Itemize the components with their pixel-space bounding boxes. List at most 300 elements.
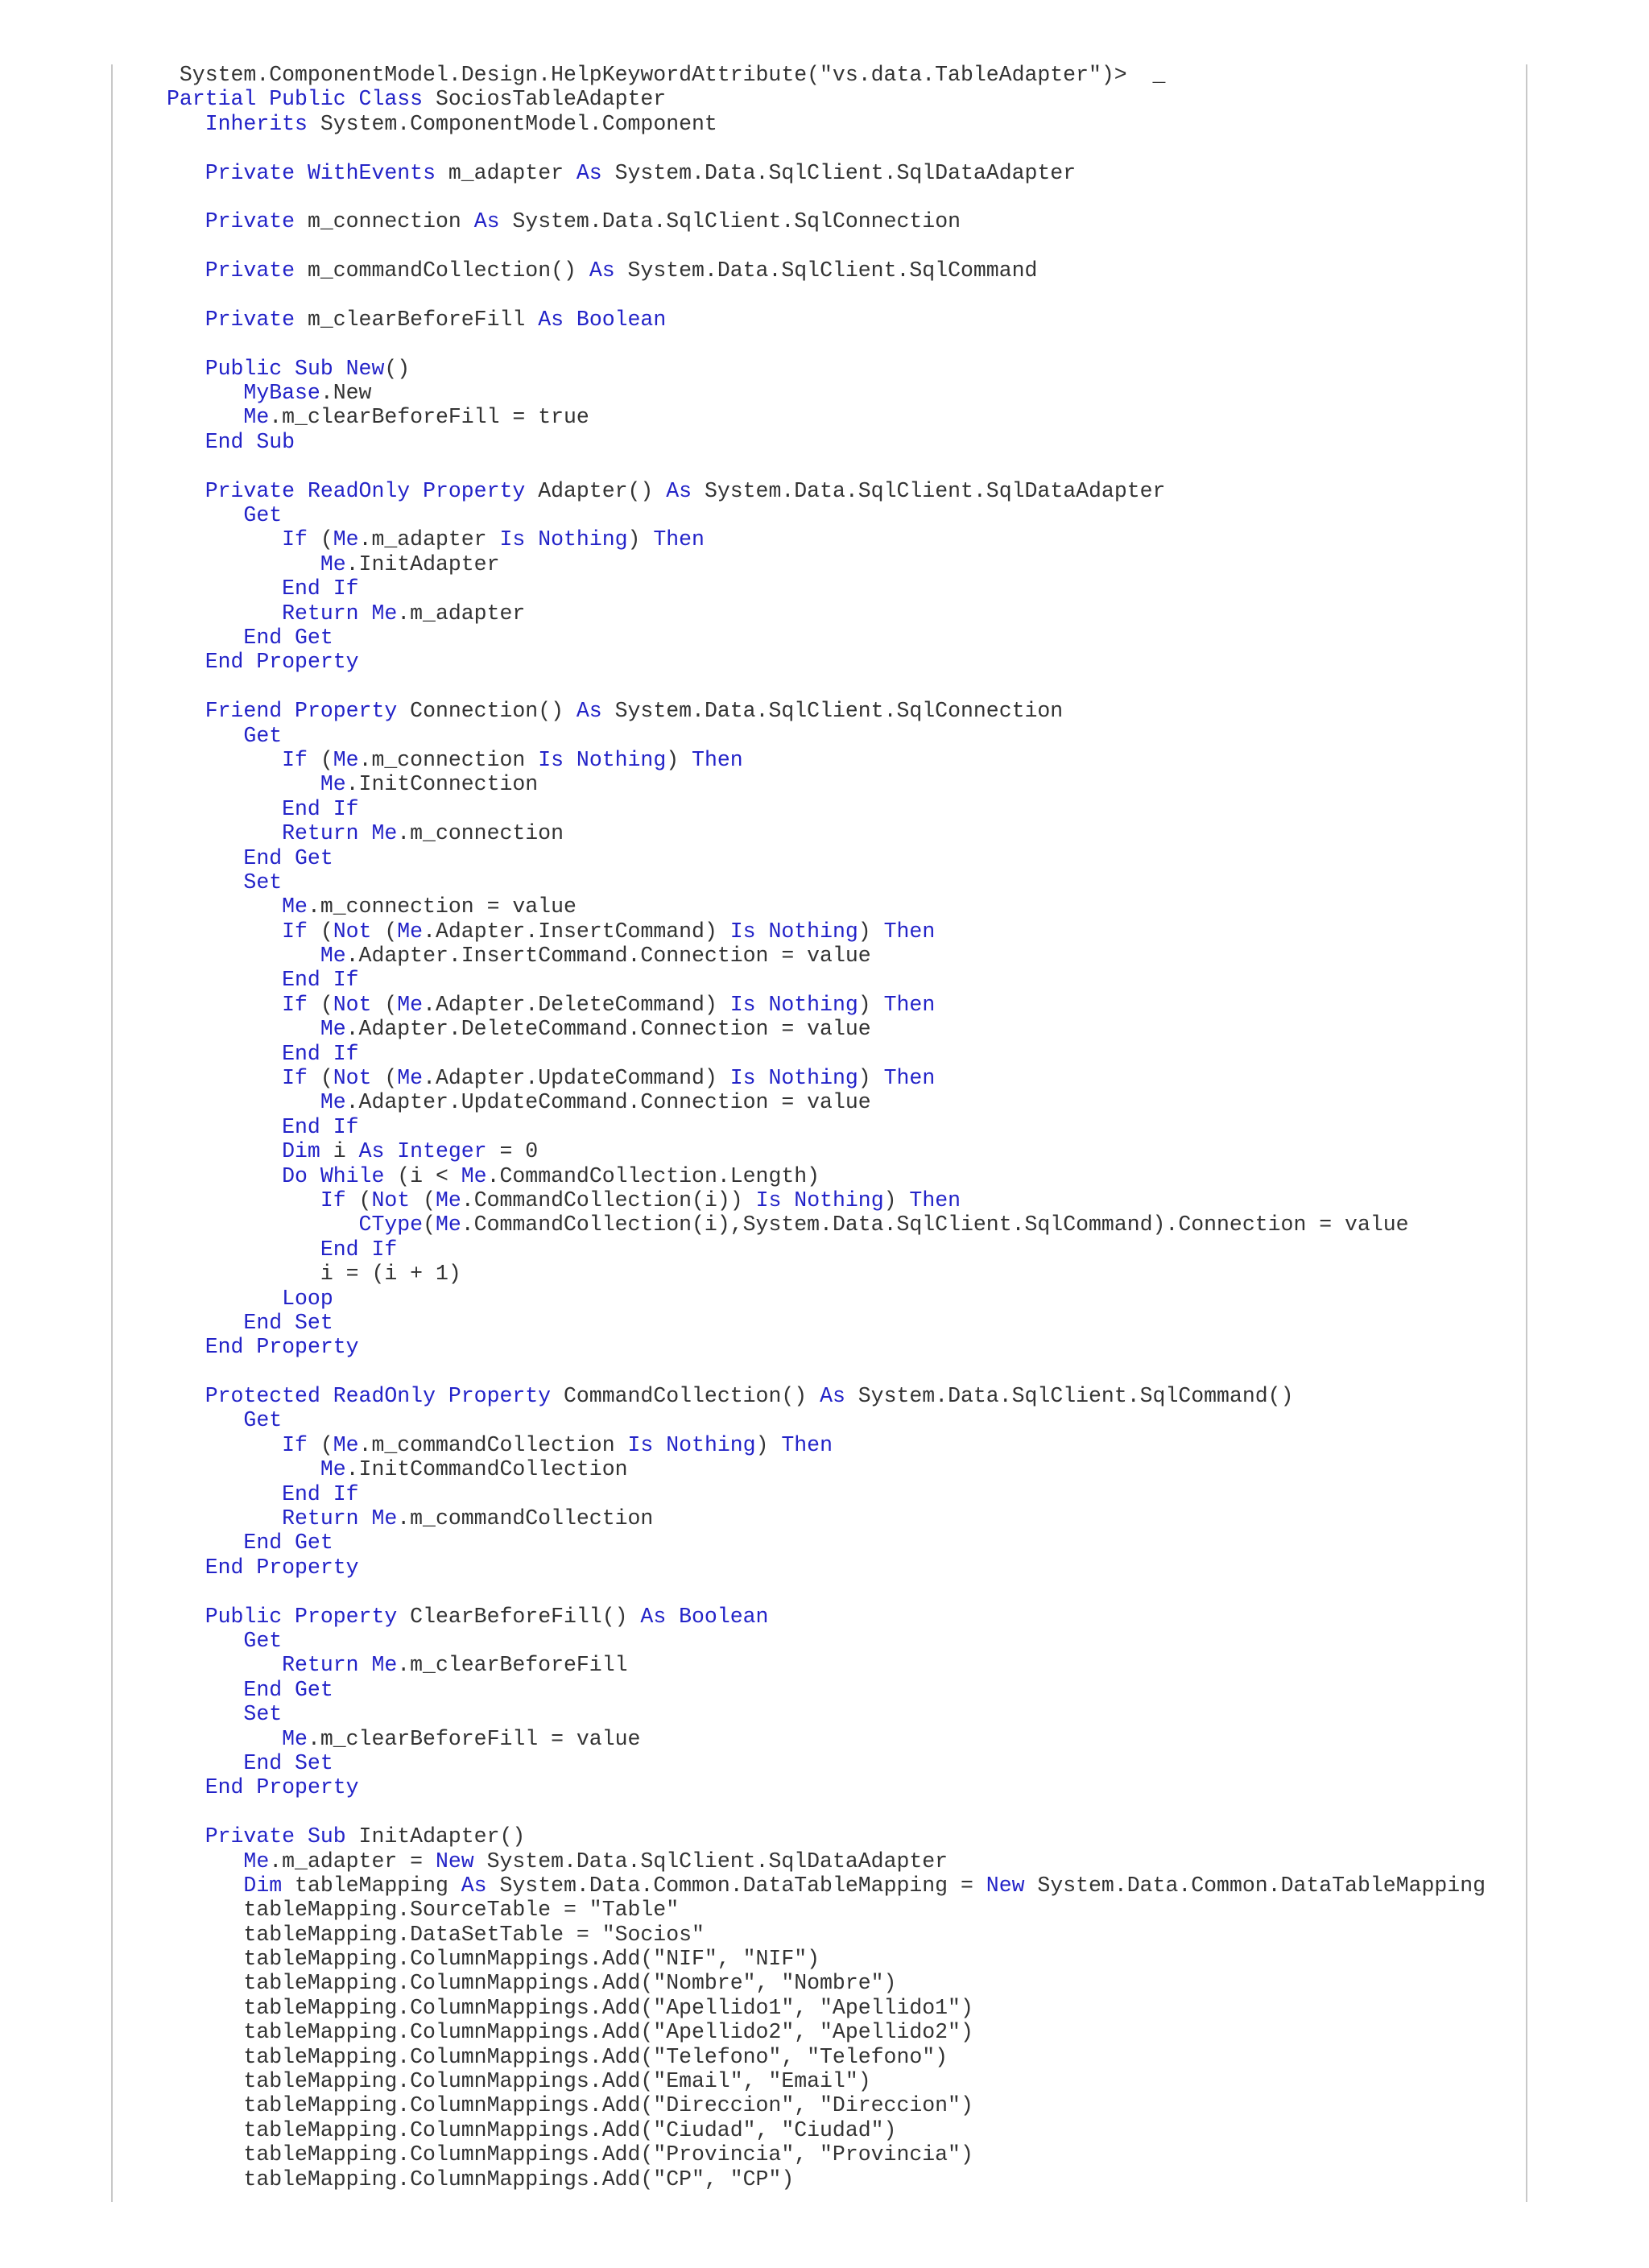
code-text — [167, 405, 243, 429]
code-keyword: End If — [282, 1041, 359, 1066]
code-keyword: As — [576, 699, 602, 724]
code-text: tableMapping.DataSetTable = "Socios" — [167, 1922, 705, 1947]
code-text — [167, 1531, 243, 1555]
code-line — [167, 1335, 1552, 1359]
code-keyword: Inherits — [205, 111, 308, 136]
code-line — [167, 1115, 1552, 1139]
code-line — [167, 2167, 1552, 2192]
code-text — [167, 381, 243, 405]
code-text: System.Data.SqlClient.SqlConnection — [601, 699, 1064, 724]
code-keyword: Me — [397, 1066, 424, 1091]
code-text — [167, 724, 243, 748]
code-text: ( — [307, 919, 333, 944]
code-line — [167, 870, 1552, 894]
code-keyword: Is Nothing — [627, 1432, 756, 1457]
code-line — [167, 332, 1552, 356]
code-keyword: Me — [320, 1090, 346, 1115]
code-line — [167, 772, 1552, 796]
code-text — [167, 1751, 243, 1775]
code-text: ( — [307, 747, 333, 772]
code-keyword: End If — [282, 576, 359, 601]
code-text: tableMapping.ColumnMappings.Add("CP", "CP") — [167, 2167, 795, 2192]
code-keyword: End Get — [243, 845, 333, 870]
code-text: tableMapping.ColumnMappings.Add("Ciudad", "Ciudad") — [167, 2117, 897, 2142]
code-keyword: Private — [205, 209, 295, 234]
code-keyword: As Boolean — [538, 307, 667, 332]
code-line — [167, 1898, 1552, 1922]
code-text: ) — [858, 1066, 884, 1091]
code-line — [167, 112, 1552, 136]
code-line — [167, 1408, 1552, 1432]
code-text — [167, 870, 243, 894]
code-line — [167, 1287, 1552, 1311]
code-keyword: Then — [883, 992, 936, 1017]
code-line — [167, 2069, 1552, 2093]
code-keyword: If — [282, 527, 308, 552]
code-text: ( — [345, 1188, 372, 1212]
code-line — [167, 2093, 1552, 2117]
code-text: tableMapping.ColumnMappings.Add("Email", "Email") — [167, 2069, 871, 2094]
code-line — [167, 308, 1552, 332]
code-listing — [167, 63, 1552, 2192]
code-line — [167, 1360, 1552, 1384]
code-text — [167, 1042, 282, 1066]
code-text — [167, 821, 282, 845]
code-text: tableMapping.ColumnMappings.Add("Apellido1", "Apellido1") — [167, 1995, 973, 2020]
code-line — [167, 1727, 1552, 1751]
code-text: Connection() — [397, 699, 577, 724]
code-line — [167, 601, 1552, 626]
code-keyword: New — [986, 1873, 1025, 1898]
code-text: .New — [320, 381, 372, 406]
code-text: ( — [307, 1432, 333, 1457]
code-keyword: Return Me — [282, 1653, 398, 1678]
code-text — [167, 357, 205, 381]
code-keyword: Do While — [282, 1163, 385, 1188]
code-keyword: Me — [333, 1432, 359, 1457]
code-keyword: Is Nothing — [729, 1066, 858, 1091]
code-keyword: Get — [243, 1629, 283, 1653]
code-text — [167, 1384, 205, 1408]
code-text: ) — [755, 1432, 782, 1457]
code-line — [167, 1433, 1552, 1457]
code-keyword: End Sub — [205, 429, 295, 454]
code-text — [167, 1506, 282, 1531]
code-text: .CommandCollection(i),System.Data.SqlClient.SqlCommand).Connection = value — [461, 1212, 1409, 1237]
code-keyword: End Set — [243, 1310, 333, 1335]
code-text — [167, 1849, 243, 1873]
code-text — [167, 1653, 282, 1677]
code-keyword: End Property — [205, 650, 359, 675]
code-keyword: If — [282, 747, 308, 772]
code-text — [167, 1188, 320, 1212]
code-text — [167, 503, 243, 527]
code-keyword: If — [320, 1188, 346, 1212]
code-text — [167, 1212, 359, 1237]
code-line — [167, 283, 1552, 308]
code-keyword: Set — [243, 870, 283, 894]
code-text: ClearBeforeFill() — [397, 1604, 641, 1629]
code-text: CommandCollection() — [551, 1384, 820, 1409]
code-text: .m_adapter = — [269, 1849, 436, 1873]
code-line — [167, 1971, 1552, 1995]
code-line — [167, 797, 1552, 821]
code-line — [167, 161, 1552, 185]
code-line — [167, 209, 1552, 233]
code-keyword: If — [282, 1432, 308, 1457]
code-keyword: Not — [333, 992, 372, 1017]
code-line — [167, 1384, 1552, 1408]
code-text: .m_clearBeforeFill = true — [269, 405, 589, 430]
code-line — [167, 1849, 1552, 1873]
code-line — [167, 1824, 1552, 1849]
code-text: .InitAdapter — [345, 552, 500, 576]
code-text — [167, 993, 282, 1017]
code-line — [167, 1139, 1552, 1163]
code-text — [167, 1139, 282, 1163]
code-line — [167, 1580, 1552, 1604]
code-line — [167, 821, 1552, 845]
code-keyword: If — [282, 1066, 308, 1091]
code-keyword: Then — [909, 1188, 961, 1212]
code-keyword: MyBase — [243, 381, 320, 406]
code-line — [167, 846, 1552, 870]
code-keyword: Me — [282, 1726, 308, 1751]
code-text: System.Data.SqlClient.SqlCommand — [614, 258, 1038, 283]
code-text — [167, 626, 243, 650]
code-line — [167, 1311, 1552, 1335]
code-text: ( — [307, 1066, 333, 1091]
code-text: = 0 — [486, 1139, 539, 1164]
code-line — [167, 1678, 1552, 1702]
code-text: tableMapping.SourceTable = "Table" — [167, 1898, 680, 1923]
code-text: .m_clearBeforeFill — [397, 1653, 628, 1678]
code-text: ) — [858, 919, 884, 944]
code-line — [167, 699, 1552, 723]
code-text: ) — [666, 747, 692, 772]
code-text — [167, 748, 282, 772]
code-text: .m_clearBeforeFill = value — [307, 1726, 641, 1751]
code-line — [167, 993, 1552, 1017]
code-text: (i < — [384, 1163, 461, 1188]
code-text — [167, 1555, 205, 1580]
code-line — [167, 1996, 1552, 2020]
code-line — [167, 1066, 1552, 1090]
code-line — [167, 234, 1552, 258]
code-text — [167, 1090, 320, 1114]
code-text: .m_connection = value — [307, 894, 577, 919]
code-keyword: Get — [243, 503, 283, 528]
code-line — [167, 724, 1552, 748]
code-text: m_commandCollection() — [295, 258, 589, 283]
code-line — [167, 576, 1552, 601]
code-keyword: End Property — [205, 1335, 359, 1360]
code-keyword: Is Nothing — [755, 1188, 884, 1212]
code-keyword: Not — [371, 1188, 411, 1212]
code-keyword: Private — [205, 258, 295, 283]
code-keyword: Get — [243, 723, 283, 748]
code-line — [167, 1042, 1552, 1066]
code-line — [167, 1555, 1552, 1580]
code-keyword: As — [820, 1384, 845, 1409]
code-text: InitAdapter() — [345, 1824, 526, 1849]
code-keyword: Then — [883, 919, 936, 944]
code-text: System.Data.SqlClient.SqlDataAdapter — [601, 160, 1077, 185]
code-line — [167, 1873, 1552, 1898]
code-keyword: Then — [883, 1066, 936, 1091]
code-text — [167, 527, 282, 552]
code-text — [167, 1605, 205, 1629]
code-keyword: Private — [205, 307, 295, 332]
code-text: .Adapter.InsertCommand) — [423, 919, 730, 944]
code-text — [167, 1702, 243, 1726]
code-text — [167, 1335, 205, 1359]
code-line — [167, 1457, 1552, 1481]
code-line — [167, 87, 1552, 111]
code-text: .m_commandCollection — [397, 1506, 654, 1531]
code-text: System.Data.SqlClient.SqlDataAdapter — [692, 478, 1166, 503]
code-text — [167, 1482, 282, 1506]
code-text: i = (i + 1) — [167, 1262, 461, 1287]
code-line — [167, 968, 1552, 992]
code-keyword: Me — [320, 944, 346, 969]
code-text: ( — [423, 1212, 436, 1237]
code-text: System.Data.Common.DataTableMapping = — [486, 1873, 986, 1898]
code-line — [167, 357, 1552, 381]
code-line — [167, 454, 1552, 478]
code-text — [167, 1066, 282, 1090]
code-keyword: End Property — [205, 1555, 359, 1580]
code-line — [167, 258, 1552, 283]
code-keyword: Friend Property — [205, 699, 398, 724]
code-line — [167, 675, 1552, 699]
code-text — [167, 308, 205, 332]
code-text: .CommandCollection.Length) — [486, 1163, 820, 1188]
code-line — [167, 1923, 1552, 1947]
code-line — [167, 1653, 1552, 1677]
code-text — [167, 1727, 282, 1751]
code-line — [167, 503, 1552, 527]
code-keyword: End Get — [243, 1531, 333, 1555]
code-text: System.Data.SqlClient.SqlDataAdapter — [473, 1849, 948, 1873]
code-line — [167, 1164, 1552, 1188]
code-text: tableMapping.ColumnMappings.Add("Nombre", "Nombre") — [167, 1971, 897, 1996]
code-line — [167, 1188, 1552, 1212]
code-line — [167, 1482, 1552, 1506]
code-keyword: Me — [461, 1163, 487, 1188]
code-keyword: As — [461, 1873, 487, 1898]
code-text — [167, 1287, 282, 1311]
code-keyword: Is Nothing — [729, 919, 858, 944]
code-keyword: Then — [692, 747, 743, 772]
code-text: .Adapter.UpdateCommand.Connection = value — [345, 1090, 871, 1115]
code-text: tableMapping.ColumnMappings.Add("NIF", "NIF") — [167, 1947, 820, 1972]
code-keyword: Not — [333, 919, 372, 944]
code-text — [167, 576, 282, 601]
code-text: .CommandCollection(i)) — [461, 1188, 756, 1212]
code-keyword: Loop — [282, 1286, 333, 1311]
code-line — [167, 405, 1552, 429]
code-keyword: Return Me — [282, 821, 398, 846]
code-text: .Adapter.DeleteCommand.Connection = value — [345, 1017, 871, 1042]
code-keyword: If — [282, 992, 308, 1017]
code-keyword: Public Property — [205, 1604, 398, 1629]
code-line — [167, 381, 1552, 405]
code-keyword: End If — [282, 1114, 359, 1139]
code-keyword: Is Nothing — [499, 527, 628, 552]
code-text: .Adapter.DeleteCommand) — [423, 992, 730, 1017]
code-line — [167, 1262, 1552, 1286]
code-line — [167, 1531, 1552, 1555]
code-line — [167, 1947, 1552, 1971]
code-text: .InitConnection — [345, 772, 539, 797]
code-line — [167, 2020, 1552, 2044]
code-keyword: As Boolean — [640, 1604, 769, 1629]
code-text: ( — [371, 992, 398, 1017]
code-line — [167, 2045, 1552, 2069]
code-keyword: Me — [435, 1212, 461, 1237]
code-line — [167, 919, 1552, 944]
code-text: .InitCommandCollection — [345, 1457, 628, 1482]
code-text — [167, 1408, 243, 1432]
code-keyword: Me — [282, 894, 308, 919]
code-text: ( — [410, 1188, 436, 1212]
code-line — [167, 1212, 1552, 1237]
code-keyword: End Property — [205, 1775, 359, 1800]
code-text: System.ComponentModel.Design.HelpKeywordAttribute("vs.data.TableAdapter")> _ — [167, 63, 1166, 87]
code-text: .Adapter.InsertCommand.Connection = value — [345, 944, 871, 969]
code-text: m_adapter — [435, 160, 577, 185]
code-line — [167, 552, 1552, 576]
code-line — [167, 1775, 1552, 1799]
code-keyword: End If — [282, 796, 359, 821]
code-line — [167, 650, 1552, 674]
code-text — [167, 258, 205, 283]
code-text — [167, 1824, 205, 1849]
code-line — [167, 1800, 1552, 1824]
code-text — [167, 1164, 282, 1188]
code-text: () — [384, 356, 411, 381]
code-keyword: End Get — [243, 625, 333, 650]
code-line — [167, 1629, 1552, 1653]
code-keyword: Partial Public Class — [167, 87, 424, 112]
code-text — [167, 161, 205, 185]
code-line — [167, 136, 1552, 160]
code-keyword: Then — [781, 1432, 833, 1457]
code-line — [167, 1017, 1552, 1041]
code-keyword: Me — [320, 1457, 346, 1482]
code-keyword: Dim — [282, 1139, 320, 1164]
code-keyword: End Set — [243, 1750, 333, 1775]
code-keyword: Then — [653, 527, 705, 552]
code-keyword: End If — [282, 1481, 359, 1506]
code-text — [167, 430, 205, 454]
code-text: tableMapping — [282, 1873, 461, 1898]
code-text: ( — [307, 992, 333, 1017]
code-line — [167, 2118, 1552, 2142]
code-text: SociosTableAdapter — [423, 87, 667, 112]
code-keyword: As — [576, 160, 602, 185]
code-text: tableMapping.ColumnMappings.Add("Direccion", "Direccion") — [167, 2093, 973, 2118]
code-line — [167, 944, 1552, 968]
code-text — [167, 209, 205, 233]
left-margin-rule — [111, 64, 113, 2202]
code-keyword: End Get — [243, 1677, 333, 1702]
code-keyword: Private Sub — [205, 1824, 346, 1849]
code-text: tableMapping.ColumnMappings.Add("Apellido2", "Apellido2") — [167, 2020, 973, 2045]
code-keyword: Set — [243, 1702, 283, 1727]
code-text: System.ComponentModel.Component — [307, 111, 717, 136]
code-line — [167, 1090, 1552, 1114]
code-line — [167, 185, 1552, 209]
code-keyword: As — [473, 209, 500, 234]
code-keyword: Me — [333, 747, 359, 772]
code-keyword: Protected ReadOnly Property — [205, 1384, 552, 1409]
code-text — [167, 479, 205, 503]
code-line — [167, 63, 1552, 87]
code-line — [167, 748, 1552, 772]
code-text — [167, 1873, 243, 1898]
code-text — [167, 1017, 320, 1041]
code-text: System.Data.SqlClient.SqlCommand() — [845, 1384, 1294, 1409]
code-text: .m_adapter — [358, 527, 500, 552]
code-text: .m_connection — [397, 821, 564, 846]
code-text: .m_commandCollection — [358, 1432, 628, 1457]
code-text — [167, 846, 243, 870]
code-keyword: New — [435, 1849, 474, 1873]
code-text — [167, 699, 205, 723]
code-line — [167, 1506, 1552, 1531]
code-text: .Adapter.UpdateCommand) — [423, 1066, 730, 1091]
code-text — [167, 650, 205, 674]
code-text: ( — [371, 1066, 398, 1091]
code-text — [167, 1775, 205, 1799]
code-keyword: Private ReadOnly Property — [205, 478, 526, 503]
code-text: tableMapping.ColumnMappings.Add("Telefono", "Telefono") — [167, 2044, 948, 2069]
code-text: i — [320, 1139, 359, 1164]
code-text: m_clearBeforeFill — [295, 307, 539, 332]
code-text: ( — [307, 527, 333, 552]
code-line — [167, 1751, 1552, 1775]
code-keyword: Private WithEvents — [205, 160, 436, 185]
code-keyword: Dim — [243, 1873, 283, 1898]
code-text: ) — [883, 1188, 910, 1212]
code-text — [167, 1629, 243, 1653]
code-text — [167, 1433, 282, 1457]
code-keyword: Me — [397, 992, 424, 1017]
code-text: Adapter() — [525, 478, 667, 503]
code-text: System.Data.SqlClient.SqlConnection — [499, 209, 961, 234]
code-text: tableMapping.ColumnMappings.Add("Provincia", "Provincia") — [167, 2142, 973, 2167]
code-line — [167, 527, 1552, 552]
code-text — [167, 944, 320, 968]
code-keyword: Me — [243, 405, 270, 430]
code-line — [167, 479, 1552, 503]
code-keyword: Return Me — [282, 601, 398, 626]
code-line — [167, 1702, 1552, 1726]
code-keyword: If — [282, 919, 308, 944]
code-text — [167, 1311, 243, 1335]
code-text — [167, 552, 320, 576]
code-keyword: Me — [320, 552, 346, 576]
code-keyword: As — [666, 478, 692, 503]
code-keyword: Public Sub New — [205, 356, 385, 381]
code-line — [167, 1237, 1552, 1262]
code-keyword: Me — [320, 772, 346, 797]
code-text — [167, 797, 282, 821]
code-text: ) — [627, 527, 654, 552]
code-keyword: Me — [243, 1849, 270, 1873]
